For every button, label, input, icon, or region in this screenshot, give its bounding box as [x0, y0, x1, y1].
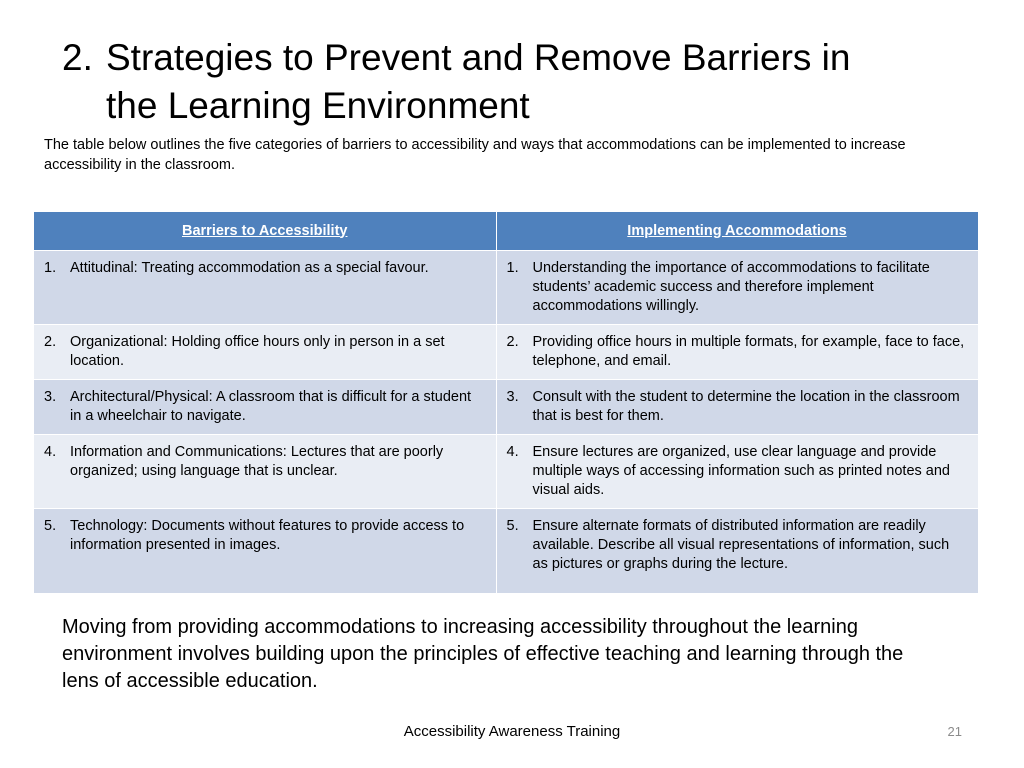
table-row: [34, 380, 978, 435]
title-line-1: Strategies to Prevent and Remove Barriers in: [106, 37, 851, 78]
table-header-row: [34, 212, 978, 251]
accommodation-number: 5.: [506, 518, 519, 534]
table-row: [34, 435, 978, 509]
accommodation-cell: [496, 325, 978, 380]
barrier-text: Organizational: Holding office hours only in person in a set location.: [70, 334, 445, 369]
barrier-cell: [34, 435, 496, 509]
barrier-cell: [34, 380, 496, 435]
accommodation-number: 4.: [506, 444, 519, 460]
barrier-number: 4.: [44, 444, 57, 460]
barrier-number: 3.: [44, 389, 57, 405]
accommodation-text: Consult with the student to determine the location in the classroom that is best for them.: [532, 389, 960, 424]
barrier-cell: [34, 509, 496, 593]
barrier-text: Architectural/Physical: A classroom that is difficult for a student in a wheelchair to navigate.: [70, 389, 472, 424]
header-accommodations: Implementing Accommodations: [496, 212, 978, 251]
accommodation-number: 2.: [506, 334, 519, 350]
page-number: 21: [947, 724, 962, 739]
barrier-number: 2.: [44, 334, 57, 350]
accommodation-cell: [496, 509, 978, 593]
barriers-table: [34, 212, 979, 593]
header-barriers: Barriers to Accessibility: [34, 212, 496, 251]
table-row: [34, 325, 978, 380]
accommodation-cell: [496, 435, 978, 509]
barrier-text: Information and Communications: Lectures that are poorly organized; using language that is unclear.: [70, 444, 444, 479]
barrier-text: Attitudinal: Treating accommodation as a special favour.: [70, 260, 429, 276]
accommodation-text: Ensure alternate formats of distributed information are readily available. Describe all visual representations of information, such as pictures or graphs during the lecture.: [532, 518, 950, 572]
barrier-text: Technology: Documents without features to provide access to information presented in images.: [70, 518, 465, 553]
table-row: [34, 509, 978, 593]
accommodation-cell: [496, 251, 978, 325]
accommodation-number: 3.: [506, 389, 519, 405]
accommodation-text: Understanding the importance of accommodations to facilitate students’ academic success and therefore implement accommodations willingly.: [532, 260, 930, 314]
accommodation-cell: [496, 380, 978, 435]
closing-paragraph: Moving from providing accommodations to increasing accessibility throughout the learning environment involves building upon the principles of effective teaching and learning through the lens of accessible education.: [62, 616, 904, 692]
barrier-cell: [34, 251, 496, 325]
barrier-cell: [34, 325, 496, 380]
barrier-number: 1.: [44, 260, 57, 276]
title-line-2: the Learning Environment: [106, 85, 530, 126]
table-row: [34, 251, 978, 325]
barrier-number: 5.: [44, 518, 57, 534]
accommodation-text: Providing office hours in multiple formats, for example, face to face, telephone, and email.: [532, 334, 965, 369]
footer-text: Accessibility Awareness Training: [403, 723, 621, 740]
slide-title: [62, 34, 992, 130]
accommodation-number: 1.: [506, 260, 519, 276]
intro-text: The table below outlines the five categories of barriers to accessibility and ways that accommodations can be implemented to increase accessibility in the classroom.: [44, 137, 906, 173]
accommodation-text: Ensure lectures are organized, use clear language and provide multiple ways of accessing information such as printed notes and visual aids.: [532, 444, 950, 498]
title-number: 2.: [62, 37, 93, 78]
